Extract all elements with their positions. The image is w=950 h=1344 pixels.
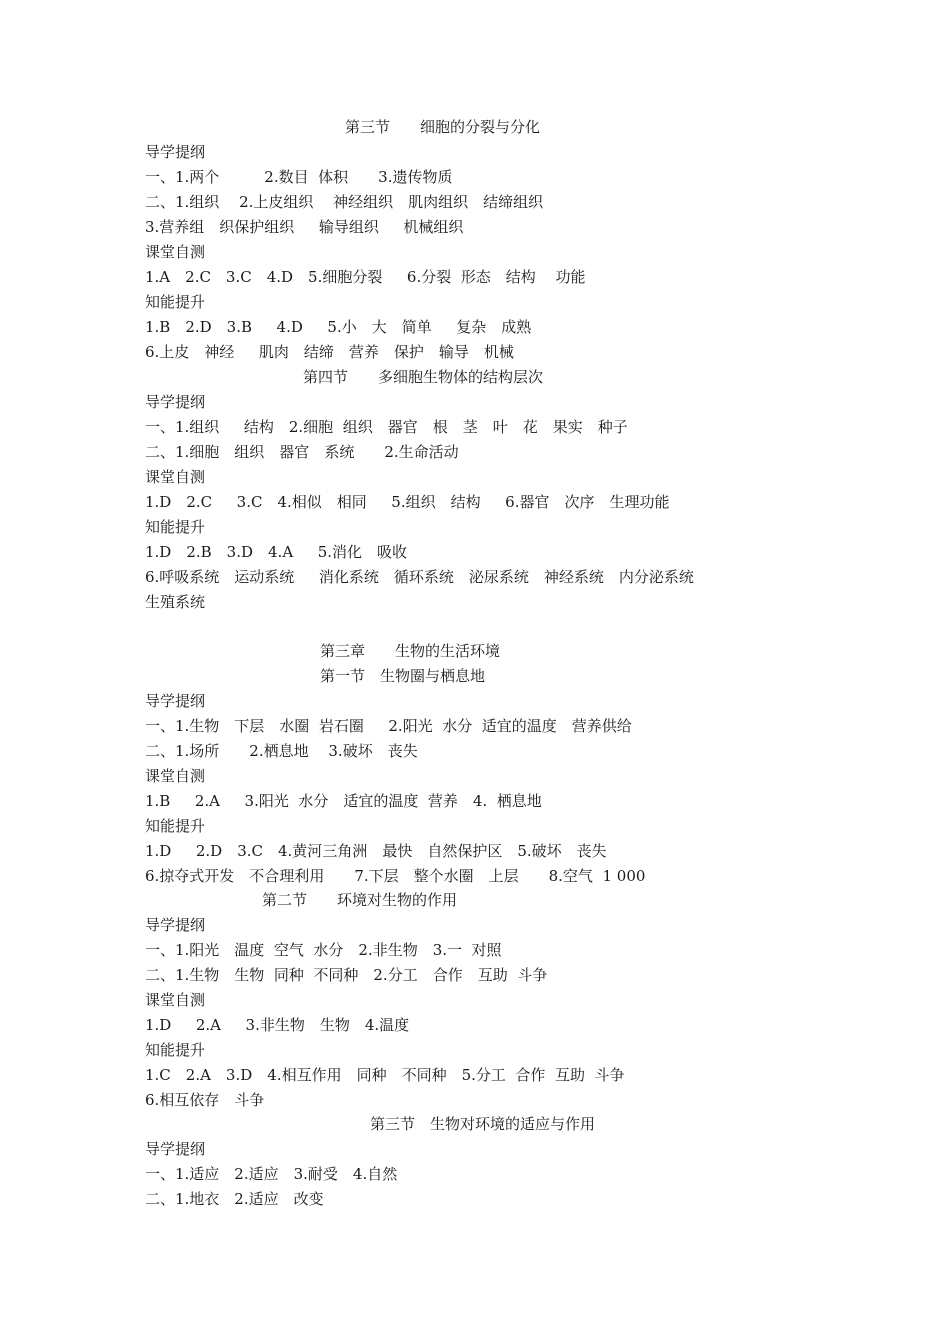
text-line: 6.上皮 神经 肌肉 结缔 营养 保护 输导 机械 [145, 343, 514, 361]
chapter-title-3: 第三章 生物的生活环境 [320, 642, 501, 660]
section-title-2: 第二节 环境对生物的作用 [262, 891, 458, 909]
text-line: 1.A 2.C 3.C 4.D 5.细胞分裂 6.分裂 形态 结构 功能 [145, 268, 586, 286]
subheading-study-outline: 导学提纲 [145, 1140, 206, 1158]
text-line: 二、1.场所 2.栖息地 3.破坏 丧失 [145, 742, 418, 760]
text-line: 1.D 2.A 3.非生物 生物 4.温度 [145, 1016, 410, 1034]
subheading-class-test: 课堂自测 [145, 991, 206, 1009]
text-line: 1.B 2.A 3.阳光 水分 适宜的温度 营养 4. 栖息地 [145, 792, 542, 810]
text-line: 二、1.组织 2.上皮组织 神经组织 肌肉组织 结缔组织 [145, 193, 544, 211]
text-line: 一、1.阳光 温度 空气 水分 2.非生物 3.一 对照 [145, 941, 502, 959]
text-line: 1.D 2.B 3.D 4.A 5.消化 吸收 [145, 543, 408, 561]
subheading-class-test: 课堂自测 [145, 767, 206, 785]
text-line: 1.D 2.D 3.C 4.黄河三角洲 最快 自然保护区 5.破坏 丧失 [145, 842, 607, 860]
section-title-3: 第三节 生物对环境的适应与作用 [370, 1115, 596, 1133]
subheading-study-outline: 导学提纲 [145, 692, 206, 710]
text-line: 一、1.两个 2.数目 体积 3.遗传物质 [145, 168, 453, 186]
text-line: 3.营养组 织保护组织 输导组织 机械组织 [145, 218, 464, 236]
text-line: 1.B 2.D 3.B 4.D 5.小 大 简单 复杂 成熟 [145, 318, 532, 336]
subheading-skill-improve: 知能提升 [145, 293, 206, 311]
subheading-skill-improve: 知能提升 [145, 1041, 206, 1059]
subheading-study-outline: 导学提纲 [145, 143, 206, 161]
text-line: 1.D 2.C 3.C 4.相似 相同 5.组织 结构 6.器官 次序 生理功能 [145, 493, 670, 511]
text-line: 二、1.生物 生物 同种 不同种 2.分工 合作 互助 斗争 [145, 966, 548, 984]
section-title-1: 第一节 生物圈与栖息地 [320, 667, 486, 685]
text-line: 6.呼吸系统 运动系统 消化系统 循环系统 泌尿系统 神经系统 内分泌系统 [145, 568, 694, 586]
text-line: 生殖系统 [145, 593, 206, 611]
text-line: 6.相互依存 斗争 [145, 1091, 265, 1109]
section-title-3-3: 第三节 细胞的分裂与分化 [345, 118, 541, 136]
text-line: 1.C 2.A 3.D 4.相互作用 同种 不同种 5.分工 合作 互助 斗争 [145, 1066, 625, 1084]
subheading-study-outline: 导学提纲 [145, 393, 206, 411]
section-title-3-4: 第四节 多细胞生物体的结构层次 [303, 368, 544, 386]
subheading-class-test: 课堂自测 [145, 243, 206, 261]
subheading-study-outline: 导学提纲 [145, 916, 206, 934]
text-line: 二、1.地衣 2.适应 改变 [145, 1190, 324, 1208]
text-line: 一、1.组织 结构 2.细胞 组织 器官 根 茎 叶 花 果实 种子 [145, 418, 628, 436]
subheading-class-test: 课堂自测 [145, 468, 206, 486]
text-line: 二、1.细胞 组织 器官 系统 2.生命活动 [145, 443, 459, 461]
text-line: 一、1.适应 2.适应 3.耐受 4.自然 [145, 1165, 398, 1183]
subheading-skill-improve: 知能提升 [145, 518, 206, 536]
text-line: 6.掠夺式开发 不合理利用 7.下层 整个水圈 上层 8.空气 1 000 [145, 867, 646, 885]
subheading-skill-improve: 知能提升 [145, 817, 206, 835]
text-line: 一、1.生物 下层 水圈 岩石圈 2.阳光 水分 适宜的温度 营养供给 [145, 717, 632, 735]
